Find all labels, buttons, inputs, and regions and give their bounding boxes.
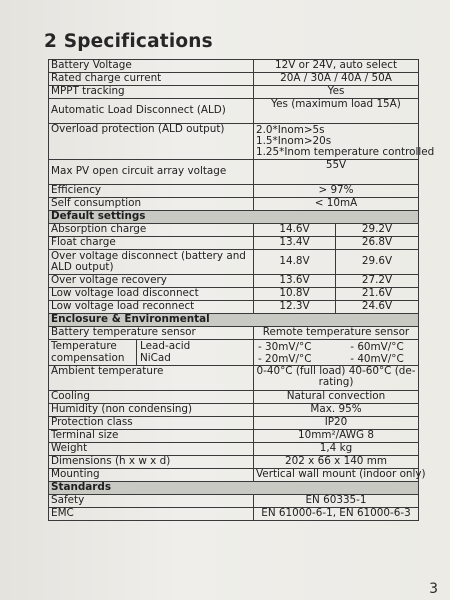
row-label: Low voltage load reconnect xyxy=(49,301,254,314)
table-row xyxy=(49,288,419,301)
table-row xyxy=(49,198,419,211)
row-label: Self consumption xyxy=(49,198,254,211)
row-label: Max PV open circuit array voltage xyxy=(49,160,254,185)
row-value: Yes (maximum load 15A) xyxy=(254,99,419,124)
value-12v: 13.4V xyxy=(254,237,336,250)
row-value: > 97% xyxy=(254,185,419,198)
section-title: Standards xyxy=(49,482,419,495)
lead-acid-label: Lead-acid xyxy=(140,340,191,352)
row-value: 12V or 24V, auto select xyxy=(254,60,419,73)
table-row xyxy=(49,99,419,124)
table-row xyxy=(49,391,419,404)
nicad-values xyxy=(256,353,416,365)
row-value: 10mm²/AWG 8 xyxy=(254,430,419,443)
table-row xyxy=(49,250,419,275)
value-12v: 14.8V xyxy=(254,250,336,275)
section-heading: 2 Specifications xyxy=(44,31,213,52)
table-row xyxy=(49,73,419,86)
nicad-label: NiCad xyxy=(140,352,171,364)
row-label: Rated charge current xyxy=(49,73,254,86)
row-label: Ambient temperature xyxy=(49,366,254,391)
table-row xyxy=(49,301,419,314)
row-value: Remote temperature sensor xyxy=(254,327,419,340)
table-row xyxy=(49,185,419,198)
row-label: Battery temperature sensor xyxy=(49,327,254,340)
row-label: Battery Voltage xyxy=(49,60,254,73)
section-row xyxy=(49,482,419,495)
specifications-table xyxy=(48,59,435,521)
value-24v: - 60mV/°C xyxy=(350,340,404,353)
row-label: Dimensions (h x w x d) xyxy=(49,456,254,469)
row-value: 202 x 66 x 140 mm xyxy=(254,456,419,469)
value-24v: 29.6V xyxy=(336,250,419,275)
row-label: Mounting xyxy=(49,469,254,482)
value-12v: 14.6V xyxy=(254,224,336,237)
row-value: IP20 xyxy=(254,417,419,430)
row-value: Natural convection xyxy=(254,391,419,404)
row-value xyxy=(254,123,435,160)
value-24v: 26.8V xyxy=(336,237,419,250)
row-label: Temperature compensation xyxy=(49,340,137,365)
table-row xyxy=(49,417,419,430)
row-value: EN 60335-1 xyxy=(254,495,419,508)
value-24v: 27.2V xyxy=(336,275,419,288)
section-title: Default settings xyxy=(49,211,419,224)
row-label: Over voltage recovery xyxy=(49,275,254,288)
row-value: Max. 95% xyxy=(254,404,419,417)
section-row xyxy=(49,314,419,327)
row-label: Automatic Load Disconnect (ALD) xyxy=(49,99,254,124)
row-label: Weight xyxy=(49,443,254,456)
table-row xyxy=(49,495,419,508)
table-row xyxy=(49,404,419,417)
row-label: Over voltage disconnect (battery and ALD output) xyxy=(49,250,254,275)
table-row xyxy=(49,443,419,456)
table-row xyxy=(49,124,419,160)
overload-line: 1.25*Inom temperature controlled xyxy=(256,146,435,159)
row-label: Low voltage load disconnect xyxy=(49,288,254,301)
row-label: Terminal size xyxy=(49,430,254,443)
row-value: Vertical wall mount (indoor only) xyxy=(254,469,419,482)
table-row xyxy=(49,86,419,99)
value-24v: 24.6V xyxy=(336,301,419,314)
section-title: Enclosure & Environmental xyxy=(49,314,419,327)
row-label: Overload protection (ALD output) xyxy=(49,124,254,160)
row-value: 0-40°C (full load) 40-60°C (de-rating) xyxy=(254,366,419,391)
row-label: MPPT tracking xyxy=(49,86,254,99)
row-value: Yes xyxy=(254,86,419,99)
row-value: 1,4 kg xyxy=(254,443,419,456)
row-label: Absorption charge xyxy=(49,224,254,237)
table-row xyxy=(49,327,419,340)
value-12v: 13.6V xyxy=(254,275,336,288)
table-row xyxy=(49,340,419,366)
page-number: 3 xyxy=(429,581,438,597)
table-row xyxy=(49,237,419,250)
table-row xyxy=(49,469,419,482)
value-24v: - 40mV/°C xyxy=(350,352,404,365)
value-24v: 29.2V xyxy=(336,224,419,237)
table-row xyxy=(49,275,419,288)
row-label: Cooling xyxy=(49,391,254,404)
row-value: EN 61000-6-1, EN 61000-6-3 xyxy=(254,508,419,521)
row-label: Safety xyxy=(49,495,254,508)
table-row xyxy=(49,366,419,391)
overload-line: 2.0*Inom>5s xyxy=(256,123,325,136)
row-value: 55V xyxy=(254,160,419,185)
value-12v: - 20mV/°C xyxy=(258,352,312,365)
row-label: Humidity (non condensing) xyxy=(49,404,254,417)
row-label: Float charge xyxy=(49,237,254,250)
value-12v: 10.8V xyxy=(254,288,336,301)
table-row xyxy=(49,430,419,443)
table-row xyxy=(49,224,419,237)
temp-comp-label-cell xyxy=(49,340,254,366)
value-12v: 12.3V xyxy=(254,301,336,314)
lead-acid-values xyxy=(256,341,416,353)
overload-line: 1.5*Inom>20s xyxy=(256,134,332,147)
value-24v: 21.6V xyxy=(336,288,419,301)
row-label: Protection class xyxy=(49,417,254,430)
row-label: Efficiency xyxy=(49,185,254,198)
row-value: < 10mA xyxy=(254,198,419,211)
row-value xyxy=(254,340,419,366)
value-12v: - 30mV/°C xyxy=(258,340,312,353)
table-row xyxy=(49,60,419,73)
row-value: 20A / 30A / 40A / 50A xyxy=(254,73,419,86)
table-row xyxy=(49,160,419,185)
table-row xyxy=(49,456,419,469)
row-label: EMC xyxy=(49,508,254,521)
section-row xyxy=(49,211,419,224)
table-row xyxy=(49,508,419,521)
